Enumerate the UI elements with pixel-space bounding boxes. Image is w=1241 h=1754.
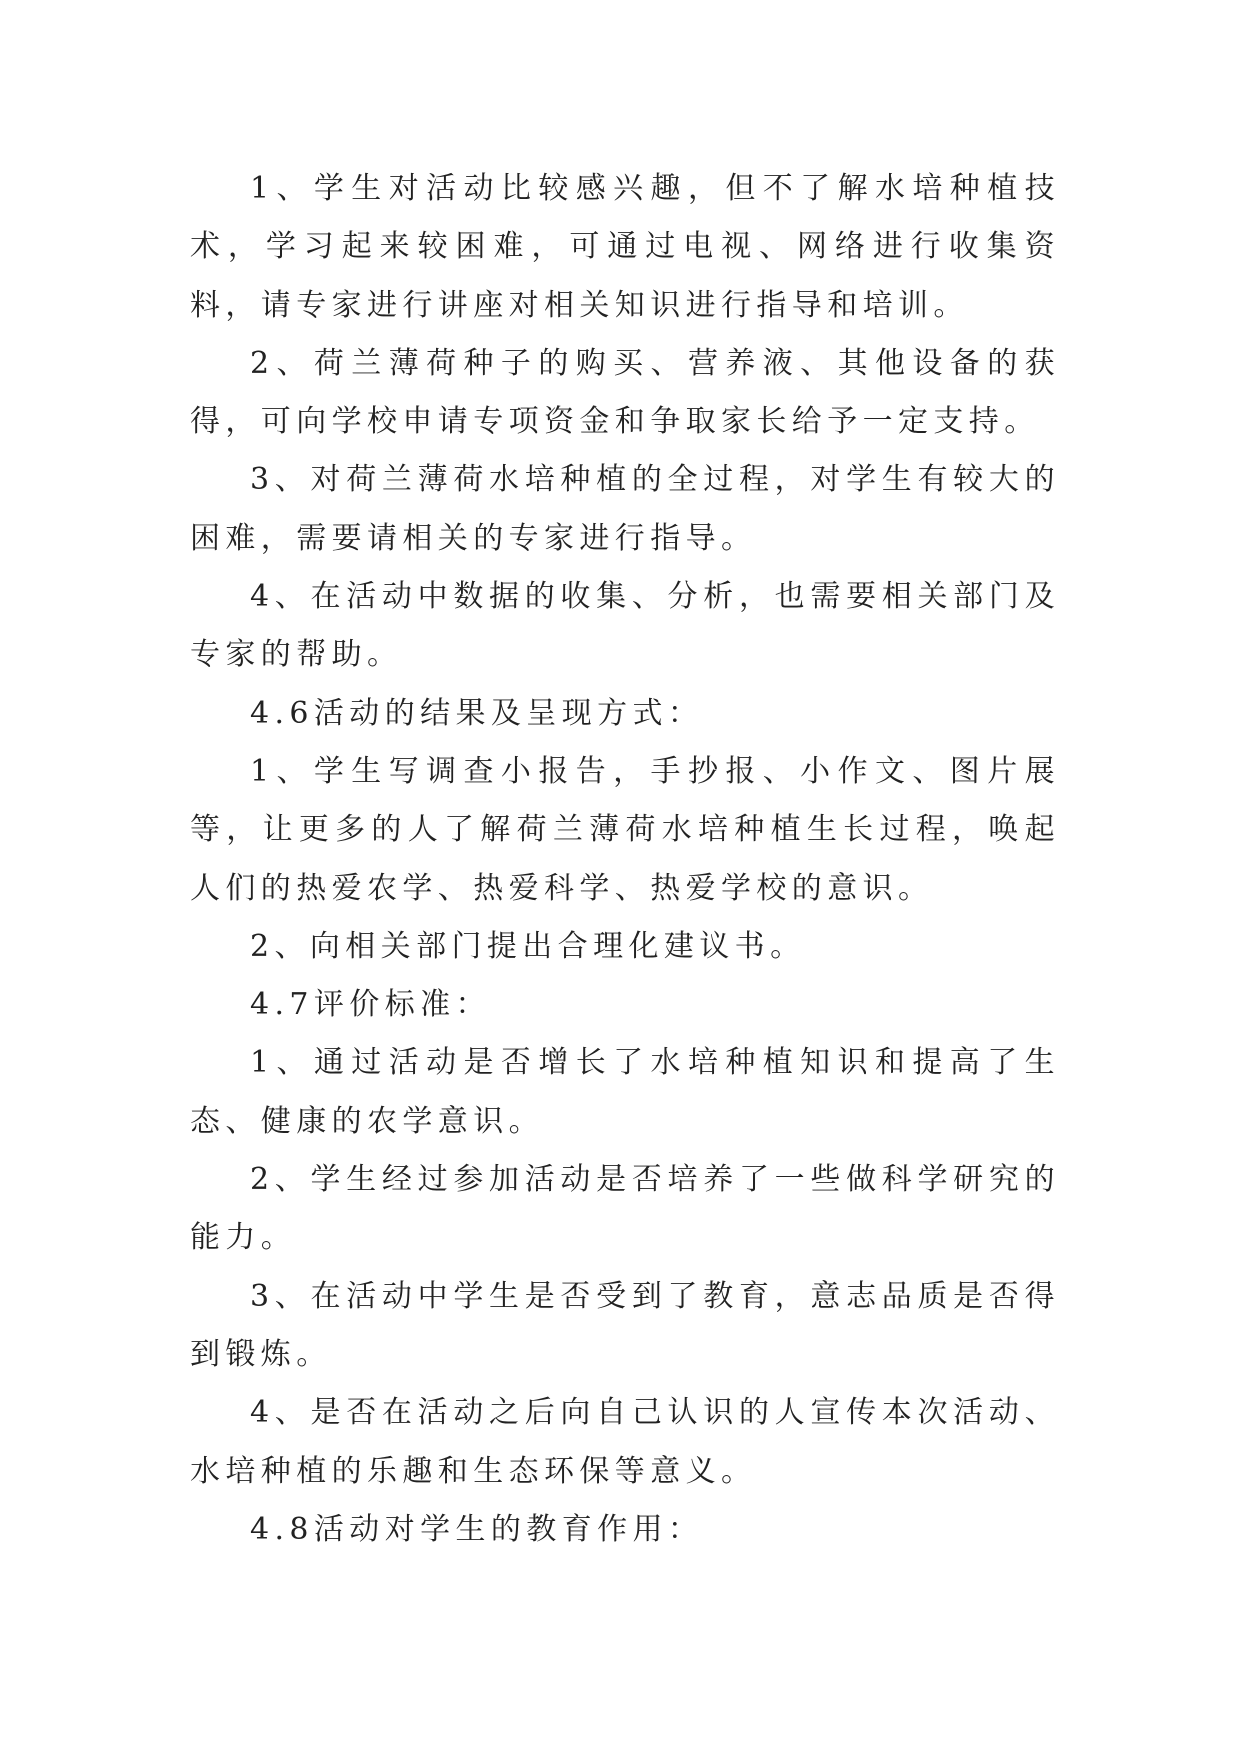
- paragraph-criteria-4: 4、是否在活动之后向自己认识的人宣传本次活动、水培种植的乐趣和生态环保等意义。: [190, 1395, 1060, 1489]
- paragraph-result-2: 2、向相关部门提出合理化建议书。: [250, 928, 806, 964]
- section-heading-4-7: 4.7评价标准：: [250, 987, 491, 1023]
- paragraph-difficulty-3: 3、对荷兰薄荷水培种植的全过程，对学生有较大的困难，需要请相关的专家进行指导。: [190, 462, 1060, 556]
- paragraph-criteria-1: 1、通过活动是否增长了水培种植知识和提高了生态、健康的农学意识。: [190, 1045, 1060, 1139]
- section-heading-4-8: 4.8活动对学生的教育作用：: [250, 1511, 704, 1547]
- paragraph-difficulty-1: 1、学生对活动比较感兴趣，但不了解水培种植技术，学习起来较困难，可通过电视、网络进行收集资料，请专家进行讲座对相关知识进行指导和培训。: [190, 171, 1060, 323]
- paragraph-criteria-3: 3、在活动中学生是否受到了教育，意志品质是否得到锻炼。: [190, 1278, 1060, 1372]
- section-heading-4-6: 4.6活动的结果及呈现方式：: [250, 695, 704, 731]
- paragraph-criteria-2: 2、学生经过参加活动是否培养了一些做科学研究的能力。: [190, 1162, 1060, 1256]
- paragraph-difficulty-4: 4、在活动中数据的收集、分析，也需要相关部门及专家的帮助。: [190, 579, 1060, 673]
- paragraph-result-1: 1、学生写调查小报告，手抄报、小作文、图片展等，让更多的人了解荷兰薄荷水培种植生长过程，唤起人们的热爱农学、热爱科学、热爱学校的意识。: [190, 753, 1060, 906]
- document-body: [190, 160, 1060, 1559]
- paragraph-difficulty-2: 2、荷兰薄荷种子的购买、营养液、其他设备的获得，可向学校申请专项资金和争取家长给予一定支持。: [190, 345, 1060, 440]
